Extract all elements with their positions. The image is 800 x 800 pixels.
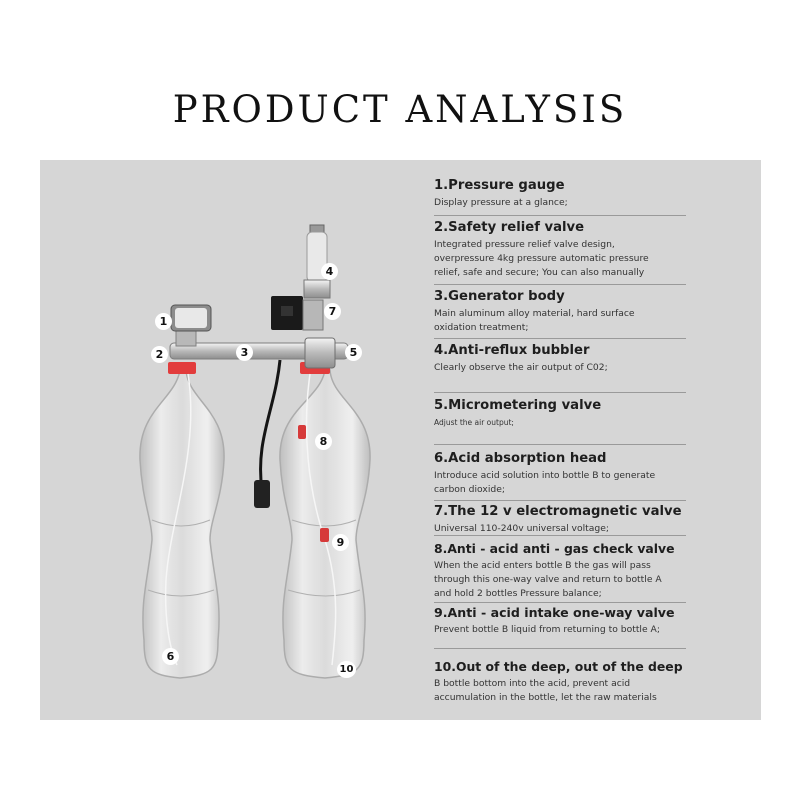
intake-valve-part <box>320 528 329 542</box>
divider <box>434 392 686 393</box>
feature-desc: Prevent bottle B liquid from returning to bottle A; <box>434 624 660 635</box>
callout-badge-9: 9 <box>332 534 349 551</box>
feature-title: 1.Pressure gauge <box>434 178 565 193</box>
feature-desc: Universal 110-240v universal voltage; <box>434 523 609 534</box>
feature-desc: Adjust the air output; <box>434 418 514 427</box>
callout-badge-7: 7 <box>324 303 341 320</box>
product-panel <box>40 160 761 720</box>
callout-badge-2: 2 <box>151 346 168 363</box>
pressure-gauge <box>171 305 211 346</box>
feature-desc: Introduce acid solution into bottle B to generate carbon dioxide; <box>434 470 656 495</box>
feature-title: 7.The 12 v electromagnetic valve <box>434 504 682 519</box>
callout-badge-3: 3 <box>236 344 253 361</box>
feature-item-7 <box>434 504 734 536</box>
feature-desc: Display pressure at a glance; <box>434 197 568 208</box>
feature-desc: Integrated pressure relief valve design, overpressure 4kg pressure automatic pressure relief, safe and secure; You can also manually <box>434 239 649 278</box>
callout-badge-1: 1 <box>155 313 172 330</box>
divider <box>434 215 686 216</box>
divider <box>434 500 686 501</box>
callout-badge-6: 6 <box>162 648 179 665</box>
callout-badge-8: 8 <box>315 433 332 450</box>
feature-title: 8.Anti - acid anti - gas check valve <box>434 541 675 556</box>
product-illustration <box>40 160 434 720</box>
feature-item-9 <box>434 605 734 637</box>
check-valve-part <box>298 425 306 439</box>
feature-desc: When the acid enters bottle B the gas will pass through this one-way valve and return to bottle A and hold 2 bottles Pressure balance; <box>434 560 662 599</box>
feature-title: 3.Generator body <box>434 289 565 304</box>
feature-item-3 <box>434 289 734 335</box>
valve-block <box>305 338 335 368</box>
feature-desc: Main aluminum alloy material, hard surface oxidation treatment; <box>434 308 635 333</box>
bottle-a-cap-ring <box>168 362 196 374</box>
power-cable <box>261 360 280 490</box>
feature-item-6 <box>434 451 734 497</box>
feature-title: 9.Anti - acid intake one-way valve <box>434 605 675 620</box>
bottle-b <box>280 362 370 678</box>
solenoid-valve <box>271 296 323 330</box>
callout-badge-4: 4 <box>321 263 338 280</box>
callout-badge-5: 5 <box>345 344 362 361</box>
feature-title: 10.Out of the deep, out of the deep <box>434 659 683 674</box>
feature-desc: B bottle bottom into the acid, prevent acid accumulation in the bottle, let the raw materials <box>434 678 657 703</box>
divider <box>434 602 686 603</box>
feature-item-5 <box>434 398 734 430</box>
feature-item-10 <box>434 659 734 705</box>
divider <box>434 535 686 536</box>
feature-title: 4.Anti-reflux bubbler <box>434 343 590 358</box>
page-title: PRODUCT ANALYSIS <box>172 88 628 131</box>
feature-desc: Clearly observe the air output of C02; <box>434 362 608 373</box>
divider <box>434 284 686 285</box>
bottle-a <box>140 362 224 678</box>
feature-item-8 <box>434 541 734 601</box>
divider <box>434 444 686 445</box>
divider <box>434 648 686 649</box>
power-plug <box>254 480 270 508</box>
feature-title: 5.Micrometering valve <box>434 398 602 413</box>
bubbler <box>304 225 330 298</box>
callout-badge-10: 10 <box>337 661 356 678</box>
feature-item-4 <box>434 343 734 375</box>
feature-title: 2.Safety relief valve <box>434 220 585 235</box>
feature-item-1 <box>434 178 734 210</box>
divider <box>434 338 686 339</box>
feature-item-2 <box>434 220 734 280</box>
feature-title: 6.Acid absorption head <box>434 451 607 466</box>
